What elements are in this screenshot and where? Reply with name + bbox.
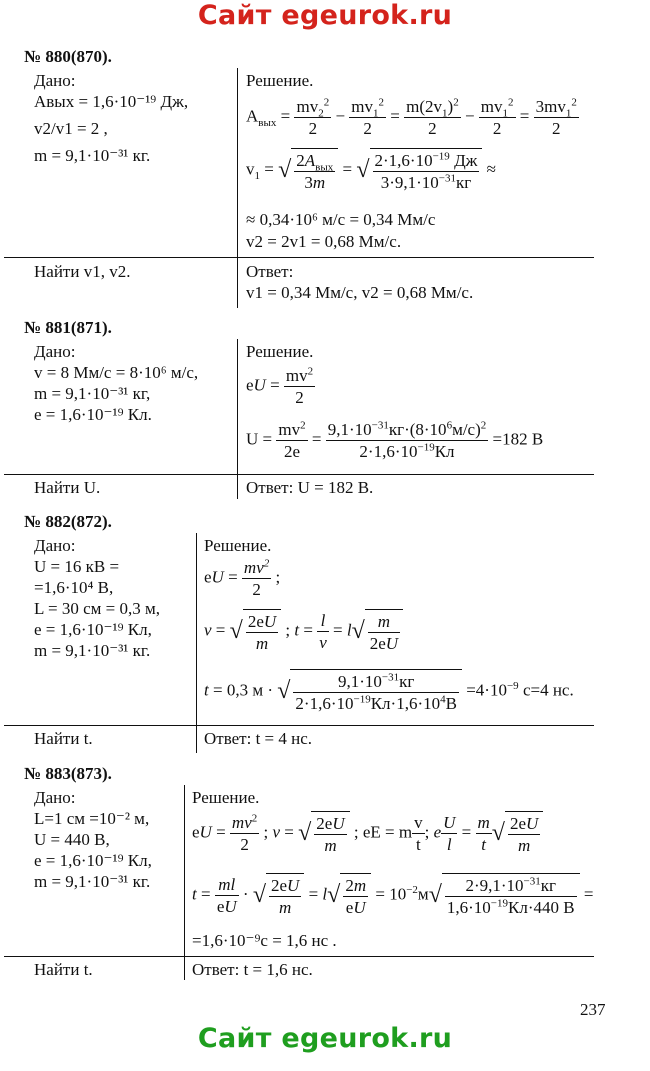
given-block xyxy=(34,535,194,661)
divider-horizontal xyxy=(4,474,594,475)
given-line: m = 9,1·10⁻³¹ кг. xyxy=(34,872,151,891)
answer-label: Ответ: xyxy=(246,262,294,281)
problem-881 xyxy=(34,339,614,499)
given-line: e = 1,6·10⁻¹⁹ Кл. xyxy=(34,405,152,424)
site-footer: Сайт egeurok.ru xyxy=(197,1023,453,1054)
given-line: L=1 см =10⁻² м, xyxy=(34,809,150,828)
formula-work-function: $A_{вых}$ = $\frac{mv_2^2}{2}$ − $\frac{mv_1^2}{2}$ = $\frac{m(2v_1)^2}{2}$ − $\frac{mv_1^2}{2}$ = $\frac{3mv_1^2}{2}$ xyxy=(246,96,577,138)
given-block xyxy=(34,787,184,892)
answer-line: Ответ: t = 1,6 нс. xyxy=(192,960,313,979)
solution-line: =1,6·10⁻⁹с = 1,6 нс . xyxy=(192,931,337,950)
formula-v-t: v = √ $\frac{2eU}{m}$ ; t = $\frac{l}{v}$ = l√ $\frac{m}{2eU}$ xyxy=(204,609,403,654)
formula-row-2: t = $\frac{ml}{eU}$ · √ $\frac{2eU}{m}$ = l√ $\frac{2m}{eU}$ = $10^{-2}м√$ $\frac{2\cdot 9,1\cdot 10^{-31}кг}{1,6\cdot 10^{-19}Кл\cdot 440 В}$ = xyxy=(192,875,594,917)
formula-row-1: eU = $\frac{mv^2}{2}$ ; v = √ $\frac{2eU}{m}$ ; eE = m $\frac{v}{t}$ ; e $\frac{U}{l}$ = $\frac{m}{t}$ √ $\frac{2eU}{m}$ xyxy=(192,811,543,856)
given-line: Aвых = 1,6·10⁻¹⁹ Дж, xyxy=(34,92,189,111)
find-label: Найти U. xyxy=(34,478,101,497)
given-line: e = 1,6·10⁻¹⁹ Кл, xyxy=(34,851,152,870)
problem-881-number: № 881(871). xyxy=(24,318,112,337)
given-block xyxy=(34,341,234,425)
given-line: v = 8 Мм/с = 8·10⁶ м/с, xyxy=(34,363,199,382)
given-line: U = 440 В, xyxy=(34,830,110,849)
formula-eu: eU = $\frac{mv^2}{2}$ xyxy=(246,365,314,407)
problem-880-number: № 880(870). xyxy=(24,47,112,66)
formula-t-numeric: t = 0,3 м · √ $\frac{9,1\cdot 10^{-31}кг}{2\cdot 1,6\cdot 10^{-19}Кл\cdot 1,6\cdot 10^4В}$ $=4\cdot 10^{-9}$ с=4 нс. xyxy=(204,669,574,714)
divider-vertical xyxy=(196,533,197,753)
divider-horizontal xyxy=(4,956,594,957)
find-label: Найти t. xyxy=(34,960,93,979)
answer-line: v1 = 0,34 Мм/с, v2 = 0,68 Мм/с. xyxy=(246,283,474,302)
problem-883 xyxy=(34,785,614,980)
divider-horizontal xyxy=(4,257,594,258)
given-line: e = 1,6·10⁻¹⁹ Кл, xyxy=(34,620,152,639)
given-line: m = 9,1·10⁻³¹ кг, xyxy=(34,384,151,403)
given-label: Дано: xyxy=(34,71,76,90)
given-line: U = 16 кВ = xyxy=(34,557,120,576)
given-line: =1,6·10⁴ В, xyxy=(34,578,114,597)
find-label: Найти v1, v2. xyxy=(34,262,131,281)
given-line: v2/v1 = 2 , xyxy=(34,119,108,138)
divider-vertical xyxy=(237,339,238,499)
solution-line: ≈ 0,34·10⁶ м/с = 0,34 Мм/с xyxy=(246,210,436,229)
page-number: 237 xyxy=(580,1000,606,1019)
site-header: Сайт egeurok.ru xyxy=(197,0,453,31)
given-label: Дано: xyxy=(34,342,76,361)
formula-eu: eU = $\frac{mv^2}{2}$ ; xyxy=(204,557,281,599)
given-label: Дано: xyxy=(34,788,76,807)
given-label: Дано: xyxy=(34,536,76,555)
find-label: Найти t. xyxy=(34,729,93,748)
problem-882 xyxy=(34,533,614,753)
given-line: m = 9,1·10⁻³¹ кг. xyxy=(34,146,151,165)
solution-label: Решение. xyxy=(246,71,314,90)
divider-vertical xyxy=(184,785,185,980)
problem-880 xyxy=(34,68,614,308)
given-line: L = 30 см = 0,3 м, xyxy=(34,599,160,618)
given-line: m = 9,1·10⁻³¹ кг. xyxy=(34,641,151,660)
solution-label: Решение. xyxy=(192,788,260,807)
given-block xyxy=(34,70,234,166)
formula-u: U = $\frac{mv^2}{2e}$ = $\frac{9,1\cdot 10^{-31}кг\cdot(8\cdot 10^6м/с)^2}{2\cdot 1,6\cdot 10^{-19}Кл}$ =182 В xyxy=(246,419,544,461)
solution-label: Решение. xyxy=(246,342,314,361)
divider-vertical xyxy=(237,68,238,308)
solution-label: Решение. xyxy=(204,536,272,555)
formula-v1: $v_1$ = √ $\frac{2A_{вых}}{3m}$ = √ $\frac{2\cdot 1,6\cdot 10^{-19} Дж}{3\cdot 9,1\cdot 10^{-31}кг}$ ≈ xyxy=(246,148,496,193)
problem-882-number: № 882(872). xyxy=(24,512,112,531)
answer-line: Ответ: t = 4 нс. xyxy=(204,729,313,748)
problem-883-number: № 883(873). xyxy=(24,764,112,783)
solution-line: v2 = 2v1 = 0,68 Мм/с. xyxy=(246,232,402,251)
answer-line: Ответ: U = 182 В. xyxy=(246,478,374,497)
divider-horizontal xyxy=(4,725,594,726)
